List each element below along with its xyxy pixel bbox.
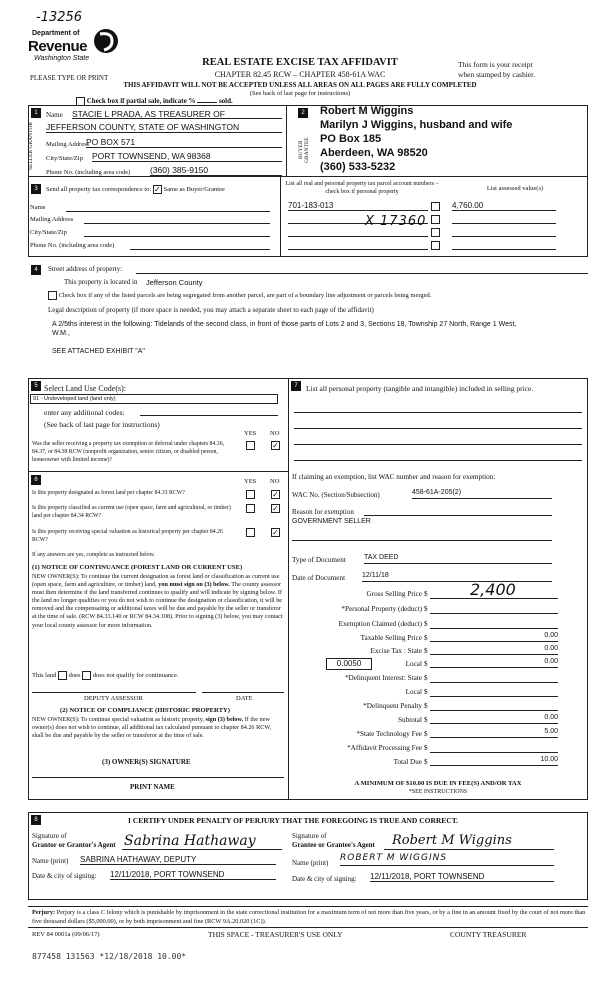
forest-no-checkbox[interactable]: ✓ [272, 490, 279, 499]
seller-name-label: Name [46, 111, 63, 119]
owner-signature-label: (3) OWNER(S) SIGNATURE [102, 758, 191, 766]
legal-description-text: A 2/5ths interest in the following: Tidelands of the second class, in front of those parts of Lots 2 and 3, Sections 18, Township 27 North, Range 1 West, W.M., [52, 321, 517, 337]
legal-description-label: Legal description of property (if more space is needed, you may attach a separate sheet to each page of the affidavit) [48, 306, 374, 314]
buyer-line-4: Aberdeen, WA 98520 [320, 147, 428, 159]
excise-state-label: Excise Tax : State [370, 647, 422, 655]
seller-address-label: Mailing Address [46, 141, 90, 148]
send-correspondence-label: Send all property tax correspondence to: [46, 185, 152, 193]
does-label: does [68, 671, 81, 679]
seller-phone-label: Phone No. (including area code) [46, 169, 131, 176]
department-of-revenue-logo [22, 24, 122, 74]
perjury-bottom-rule [28, 927, 588, 928]
assessed-3-field[interactable] [452, 236, 556, 237]
section-5-no-header: NO [270, 430, 280, 437]
processing-fee-dollar: $ [424, 744, 428, 752]
grantee-date-city[interactable]: 12/11/2018, PORT TOWNSEND [370, 872, 554, 882]
gross-dollar: $ [424, 590, 428, 598]
grantee-sig-label-2: Grantee or Grantee's Agent [292, 841, 375, 849]
personal-property-line-2[interactable] [294, 428, 582, 429]
taxable-price-label: Taxable Selling Price [360, 634, 422, 642]
personal-property-line-4[interactable] [294, 460, 582, 461]
forest-yes-checkbox[interactable] [246, 490, 255, 499]
section-2-number: 2 [298, 108, 308, 118]
street-address-field[interactable] [136, 273, 588, 274]
deputy-assessor-label: DEPUTY ASSESSOR [84, 695, 143, 702]
interest-state-label: *Delinquent Interest: State [344, 674, 422, 682]
parcel-4-field[interactable] [288, 249, 428, 250]
parcel-3-field[interactable] [288, 236, 428, 237]
doc-type-value[interactable]: TAX DEED [364, 554, 552, 564]
section-7-number: 7 [291, 381, 301, 391]
grantee-date-label: Date & city of signing: [292, 875, 357, 883]
exemption-deduct-label: Exemption Claimed (deduct) [338, 620, 422, 628]
section-6-no-header: NO [270, 478, 280, 485]
section-5-7-divider [288, 378, 289, 800]
local-dollar: $ [424, 660, 428, 668]
reason-label: Reason for exemption [292, 508, 354, 516]
section-4-number: 4 [31, 265, 41, 275]
minimum-due-note: A MINIMUM OF $10.00 IS DUE IN FEE(S) AND/OR TAX [354, 780, 522, 787]
section-5-number: 5 [31, 381, 41, 391]
grantor-sig-label-2: Grantor or Grantor's Agent [32, 841, 116, 849]
parcel-header: List all real and personal property tax parcel account numbers – check box if personal property [285, 181, 439, 195]
exhibit-reference: SEE ATTACHED EXHIBIT "A" [52, 348, 145, 355]
current-use-question: Is this property classified as current use (open space, farm and agricultural, or timber) land per chapter 84.34 RCW? [32, 505, 231, 519]
historic-question: Is this property receiving special valuation as historical property per chapter 84.26 RCW? [32, 529, 223, 543]
grantor-date-label: Date & city of signing: [32, 872, 97, 880]
parcel-4-personal-checkbox[interactable] [431, 241, 440, 250]
personal-property-label: List all personal property (tangible and intangible) included in selling price. [306, 384, 534, 393]
sold-label: sold. [218, 97, 233, 106]
taxable-price-value[interactable]: 0.00 [430, 632, 558, 642]
interest-local-label: Local [405, 688, 422, 696]
this-land-label: This land [32, 671, 57, 679]
exemption-yes-checkbox[interactable] [246, 441, 255, 450]
wac-value[interactable]: 458-61A-205(2) [412, 489, 552, 499]
section-1-2-divider [286, 105, 287, 177]
corr-phone-field[interactable] [130, 249, 270, 250]
land-use-label: Select Land Use Code(s): [44, 384, 126, 393]
street-address-label: Street address of property: [48, 265, 123, 273]
perjury-notice [32, 909, 588, 926]
same-as-buyer-label: Same as Buyer/Grantee [163, 185, 225, 193]
grantor-signature-field[interactable] [122, 849, 282, 850]
interest-local-dollar: $ [424, 688, 428, 696]
reason-line-2[interactable] [292, 540, 552, 541]
grantee-signature: Robert M Wiggins [392, 833, 512, 848]
subtotal-dollar: $ [424, 716, 428, 724]
grantee-name-label: Name (print) [292, 859, 329, 867]
corr-address-label: Mailing Address [30, 216, 74, 223]
notice-compliance-text-b: If the new owner(s) does not wish to continue, all additional tax calculated pursuant to chapter 84.26 RCW, shall be due and payable by the seller or transferor at the time of sale. [32, 716, 272, 740]
grantor-date-city[interactable]: 12/11/2018, PORT TOWNSEND [110, 870, 276, 880]
historic-yes-checkbox[interactable] [246, 528, 255, 537]
section-3-divider [280, 177, 281, 257]
total-due-label: Total Due [393, 758, 422, 766]
section-8-number: 8 [31, 815, 41, 825]
subtotal-label: Subtotal [398, 716, 422, 724]
buyer-side-label: BUYER GRANTEE [298, 137, 310, 163]
additional-codes-label: enter any additional codes: [44, 408, 125, 417]
personal-deduct-label: *Personal Property (deduct) [341, 605, 422, 613]
grantor-name-label: Name (print) [32, 857, 69, 865]
perjury-top-rule [28, 906, 588, 907]
perjury-text: Perjury is a class C felony which is punishable by imprisonment in the state correctional institution for a maximum term of not more than five years, or by a fine in an amount fixed by the court of not more than five thousand dollars ($5,000.00), or by both imprisonment and fine (RCW 9A.20.020 (1C)). [32, 909, 586, 925]
excise-state-value[interactable]: 0.00 [430, 645, 558, 655]
qualify-label: qualify for continuance. [116, 671, 179, 679]
personal-deduct-dollar: $ [424, 605, 428, 613]
processing-fee-label: *Affidavit Processing Fee [347, 744, 422, 752]
tech-fee-dollar: $ [424, 730, 428, 738]
receipt-note-2: when stamped by cashier. [458, 70, 536, 79]
exemption-deduct-field[interactable] [430, 628, 558, 629]
same-as-buyer-checkbox[interactable]: ✓ [154, 185, 161, 194]
section-6-yes-header: YES [244, 478, 257, 485]
tech-fee-value[interactable]: 5.00 [430, 728, 558, 738]
notice-continuance-text [32, 573, 284, 630]
notice-compliance-text-bold: sign (3) below. [205, 716, 244, 723]
doc-date-label: Date of Document [292, 574, 346, 582]
penalty-label: *Delinquent Penalty [363, 702, 422, 710]
located-label: This property is located in [64, 278, 138, 286]
current-use-no-checkbox[interactable]: ✓ [272, 504, 279, 513]
handwritten-parcel: X 17360 [365, 214, 427, 229]
local-label: Local [405, 660, 422, 668]
corr-name-field[interactable] [66, 211, 270, 212]
exemption-deduct-dollar: $ [424, 620, 428, 628]
gross-price-label: Gross Selling Price [366, 590, 422, 598]
assessed-1[interactable]: 4,760.00 [452, 201, 556, 211]
if-yes-instruction: If any answers are yes, complete as instructed below. [32, 552, 155, 558]
tech-fee-label: *State Technology Fee [356, 730, 422, 738]
form-title: REAL ESTATE EXCISE TAX AFFIDAVIT [202, 57, 398, 68]
notice-compliance-title: (2) NOTICE OF COMPLIANCE (HISTORIC PROPERTY) [60, 707, 230, 714]
seller-name-1[interactable]: STACIE L PRADA, AS TREASURER OF [72, 109, 282, 119]
handwritten-document-number: -13256 [36, 10, 83, 25]
processing-fee-field[interactable] [430, 752, 558, 753]
exemption-question: Was the seller receiving a property tax exemption or deferral under chapters 84.36, 84.37, or 84.38 RCW (nonprofit organization, senior citizen, or disabled person, homeowner with limited income)? [32, 441, 225, 463]
reason-field[interactable] [364, 515, 552, 516]
segregation-row [48, 291, 588, 300]
corr-city-field[interactable] [84, 236, 270, 237]
assessed-4-field[interactable] [452, 249, 556, 250]
does-not-checkbox[interactable] [82, 671, 91, 680]
buyer-line-3: PO Box 185 [320, 133, 382, 145]
logo-line-3: Washington State [34, 55, 90, 62]
personal-property-line-1[interactable] [294, 412, 582, 413]
seller-side-label: SELLER GRANTOR [28, 121, 34, 171]
excise-state-dollar: $ [424, 647, 428, 655]
exemption-claim-label: If claiming an exemption, list WAC number and reason for exemption: [292, 473, 496, 481]
notice-continuance-title: (1) NOTICE OF CONTINUANCE (FOREST LAND OR CURRENT USE) [32, 564, 243, 571]
perjury-bold: Perjury: [32, 909, 56, 916]
grantee-signature-field[interactable] [384, 849, 554, 850]
buyer-line-1: Robert M Wiggins [320, 105, 414, 117]
land-use-see-back: (See back of last page for instructions) [44, 420, 160, 429]
total-due-dollar: $ [424, 758, 428, 766]
notice-compliance-text-a: NEW OWNER(S): To continue special valuation as historic property, [32, 716, 204, 723]
grantee-name[interactable]: ROBERT M WIGGINS [340, 853, 554, 866]
exemption-no-checkbox[interactable]: ✓ [272, 441, 279, 450]
send-correspondence-row [46, 185, 225, 194]
section-5-6-divider [28, 471, 288, 472]
segregation-checkbox[interactable] [48, 291, 57, 300]
corr-phone-label: Phone No. (including area code) [30, 242, 115, 249]
total-due-value[interactable]: 10.00 [430, 756, 558, 766]
form-warning: THIS AFFIDAVIT WILL NOT BE ACCEPTED UNLESS ALL AREAS ON ALL PAGES ARE FULLY COMPLETED [123, 81, 477, 89]
doc-type-label: Type of Document [292, 556, 346, 564]
revenue-swoosh-icon [92, 26, 120, 56]
gross-price-value: 2,400 [470, 580, 516, 599]
partial-sale-label: Check box if partial sale, indicate % [86, 97, 196, 106]
seller-city-label: City/State/Zip [46, 155, 83, 162]
does-checkbox[interactable] [58, 671, 67, 680]
segregation-note: Check box if any of the listed parcels are being segregated from another parcel, are part of a boundary line adjustment or parcels being merged. [58, 291, 432, 299]
treasurer-space-label: THIS SPACE - TREASURER'S USE ONLY [208, 930, 343, 939]
current-use-yes-checkbox[interactable] [246, 504, 255, 513]
parcel-2-personal-checkbox[interactable] [431, 215, 440, 224]
historic-no-checkbox[interactable]: ✓ [272, 528, 279, 537]
deputy-assessor-signature-field[interactable] [32, 692, 196, 693]
buyer-line-5: (360) 533-5232 [320, 161, 396, 173]
receipt-stamp: 877458 131563 *12/18/2018 10.00* [32, 952, 187, 961]
reason-value: GOVERNMENT SELLER [292, 518, 371, 525]
logo-line-1: Department of [32, 30, 80, 37]
corr-address-field[interactable] [84, 223, 270, 224]
grantor-sig-label-1: Signature of [32, 832, 67, 840]
subtotal-value[interactable]: 0.00 [430, 714, 558, 724]
assessed-header: List assessed value(s) [486, 185, 544, 192]
section-3-number: 3 [31, 184, 41, 194]
grantor-signature: Sabrina Hathaway [124, 833, 256, 849]
print-name-label: PRINT NAME [130, 783, 175, 791]
assessor-date-label: DATE [236, 695, 253, 702]
section-6-number: 6 [31, 475, 41, 485]
land-use-select[interactable]: 91 - Undeveloped land (land only) [30, 394, 278, 404]
penalty-dollar: $ [424, 702, 428, 710]
owner-signature-field[interactable] [32, 777, 284, 778]
wac-label: WAC No. (Section/Subsection) [292, 491, 380, 499]
county-treasurer-label: COUNTY TREASURER [450, 930, 527, 939]
form-subtitle: CHAPTER 82.45 RCW – CHAPTER 458-61A WAC [214, 70, 386, 79]
receipt-note-1: This form is your receipt [458, 60, 533, 69]
assessor-date-field[interactable] [202, 692, 284, 693]
seller-name-2[interactable]: JEFFERSON COUNTY, STATE OF WASHINGTON [46, 122, 282, 133]
interest-state-field[interactable] [430, 682, 558, 683]
seller-city[interactable]: PORT TOWNSEND, WA 98368 [92, 151, 282, 162]
personal-property-line-3[interactable] [294, 444, 582, 445]
forest-land-question: Is this property designated as forest land per chapter 84.33 RCW? [32, 490, 185, 496]
penalty-field[interactable] [430, 710, 558, 711]
taxable-dollar: $ [424, 634, 428, 642]
notice-continuance-text-b: The county assessor must then determine if the land transferred continues to qualify and will indicate by signing below. If the land no longer qualifies or you do not wish to continue the designation or classification, it will be removed and the compensating or additional taxes will be due and payable by the seller or transferor at the time of sale. (RCW 84.33.140 or RCW 84.34.108). Prior to signing (3) below, you may contact your local county assessor for more information. [32, 581, 283, 629]
interest-local-field[interactable] [430, 696, 558, 697]
additional-codes-field[interactable] [140, 415, 278, 416]
county-value: Jefferson County [146, 278, 203, 287]
please-type-note: PLEASE TYPE OR PRINT [30, 74, 109, 82]
certify-statement: I CERTIFY UNDER PENALTY OF PERJURY THAT THE FOREGOING IS TRUE AND CORRECT. [128, 816, 459, 825]
buyer-line-2: Marilyn J Wiggins, husband and wife [320, 119, 513, 131]
corr-name-label: Name [30, 204, 46, 211]
parcel-3-personal-checkbox[interactable] [431, 228, 440, 237]
see-instructions-note: *SEE INSTRUCTIONS [408, 789, 468, 795]
personal-deduct-field[interactable] [430, 613, 558, 614]
notice-continuance-text-a: NEW OWNER(S): To continue the current designation as forest land or classification as current use (open space, farm and agriculture, or timber) land, [32, 573, 280, 589]
grantee-sig-label-1: Signature of [292, 832, 327, 840]
local-value[interactable]: 0.00 [430, 658, 558, 668]
assessed-2-field[interactable] [452, 223, 556, 224]
logo-line-2: Revenue [28, 38, 88, 55]
does-not-label: does not [92, 671, 115, 679]
form-number: REV 84 0001a (09/06/17) [32, 931, 100, 938]
corr-city-label: City/State/Zip [30, 229, 67, 236]
parcel-1[interactable]: 701-183-013 [288, 201, 428, 211]
section-5-yes-header: YES [244, 430, 257, 437]
doc-date-value[interactable]: 12/11/18 [362, 572, 552, 582]
seller-phone[interactable]: (360) 385-9150 [150, 165, 282, 176]
local-rate-box[interactable]: 0.0050 [326, 658, 372, 670]
continuance-qualify-row [32, 671, 179, 680]
seller-address[interactable]: PO BOX 571 [86, 137, 282, 148]
back-note: (See back of last page for instructions) [249, 90, 351, 97]
notice-compliance-text [32, 716, 284, 740]
parcel-1-personal-checkbox[interactable] [431, 202, 440, 211]
grantor-name[interactable]: SABRINA HATHAWAY, DEPUTY [80, 855, 276, 865]
section-1-number: 1 [31, 108, 41, 118]
interest-state-dollar: $ [424, 674, 428, 682]
notice-continuance-text-bold: you must sign on (3) below. [158, 581, 230, 589]
